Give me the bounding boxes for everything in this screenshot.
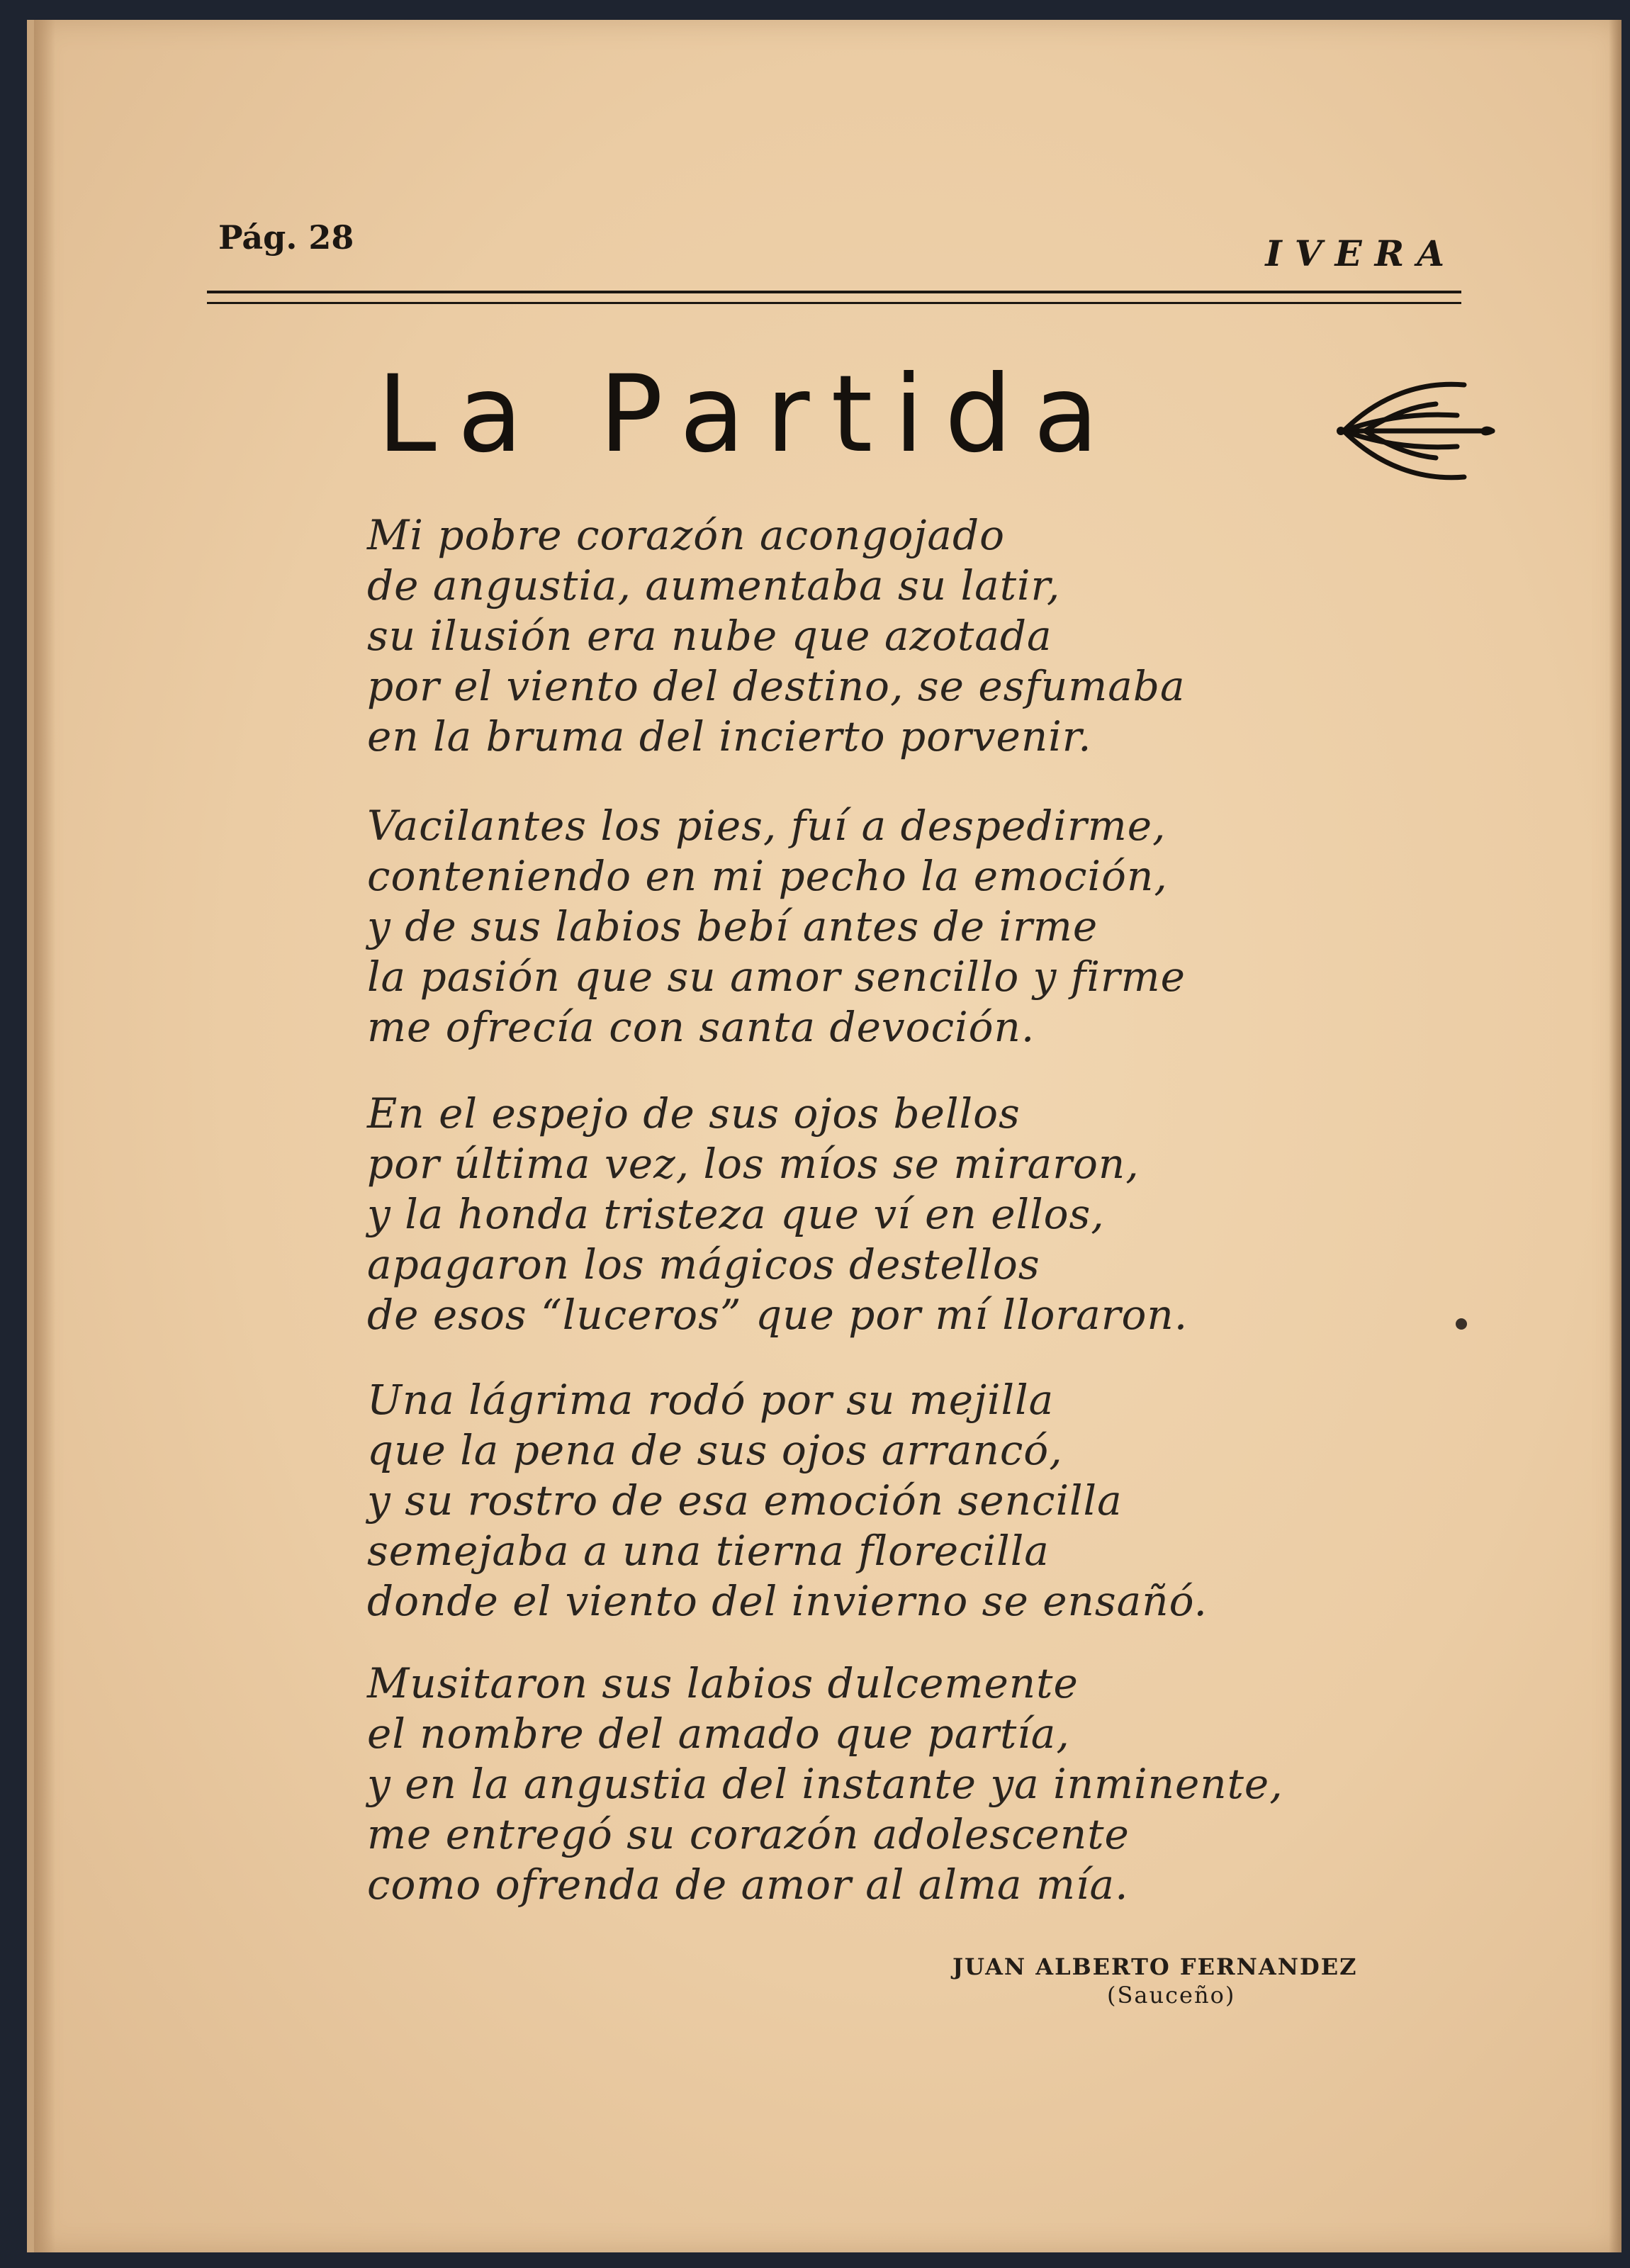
- spine-edge-shadow: [1609, 20, 1621, 2252]
- poem-line: en la bruma del incierto porvenir.: [367, 712, 1092, 760]
- poem-line: conteniendo en mi pecho la emoción,: [367, 852, 1168, 900]
- poem-line: y la honda tristeza que ví en ellos,: [367, 1190, 1105, 1238]
- poem-line: de angustia, aumentaba su latir,: [367, 561, 1061, 610]
- poem-line: Mi pobre corazón acongojado: [367, 511, 1006, 559]
- poem-line: que la pena de sus ojos arrancó,: [367, 1426, 1063, 1474]
- poem-line: Una lágrima rodó por su mejilla: [367, 1376, 1055, 1424]
- poem-line: y su rostro de esa emoción sencilla: [367, 1476, 1123, 1525]
- stanza-4: [367, 1375, 1208, 1627]
- stanza-3: [367, 1089, 1188, 1340]
- page-edge-shadow: [34, 20, 55, 2252]
- poem-line: donde el viento del invierno se ensañó.: [367, 1577, 1208, 1625]
- feather-arrow-ornament-icon: [1315, 374, 1500, 488]
- magazine-title: IVERA: [1265, 232, 1457, 274]
- author-name: JUAN ALBERTO FERNANDEZ: [952, 1953, 1358, 1980]
- header-rule: [207, 291, 1461, 304]
- poem-line: por el viento del destino, se esfumaba: [367, 662, 1186, 710]
- poem-line: y de sus labios bebí antes de irme: [367, 902, 1098, 950]
- poem-line: apagaron los mágicos destellos: [367, 1240, 1040, 1289]
- poem-line: Vacilantes los pies, fuí a despedirme,: [367, 802, 1167, 850]
- poem-line: En el espejo de sus ojos bellos: [367, 1089, 1021, 1138]
- poem-line: por última vez, los míos se miraron,: [367, 1140, 1140, 1188]
- poem-line: su ilusión era nube que azotada: [367, 612, 1052, 660]
- poem-line: el nombre del amado que partía,: [367, 1710, 1070, 1758]
- stanza-1: [367, 510, 1186, 762]
- poem-line: la pasión que su amor sencillo y firme: [367, 953, 1186, 1001]
- poem-line: y en la angustia del instante ya inminente,: [367, 1760, 1283, 1808]
- stanza-2: [367, 801, 1186, 1052]
- stanza-5: [367, 1658, 1283, 1910]
- poem-title: La Partida: [377, 353, 1120, 476]
- poem-line: Musitaron sus labios dulcemente: [367, 1659, 1079, 1707]
- poem-line: de esos “luceros” que por mí lloraron.: [367, 1291, 1188, 1339]
- ink-speck: [1456, 1318, 1467, 1330]
- poem-line: como ofrenda de amor al alma mía.: [367, 1860, 1129, 1909]
- poem-line: me entregó su corazón adolescente: [367, 1810, 1130, 1858]
- author-pseudonym: (Sauceño): [1107, 1982, 1236, 2009]
- poem-line: me ofrecía con santa devoción.: [367, 1003, 1035, 1051]
- poem-line: semejaba a una tierna florecilla: [367, 1527, 1050, 1575]
- page-number: Pág. 28: [218, 218, 354, 257]
- magazine-page: [27, 20, 1621, 2252]
